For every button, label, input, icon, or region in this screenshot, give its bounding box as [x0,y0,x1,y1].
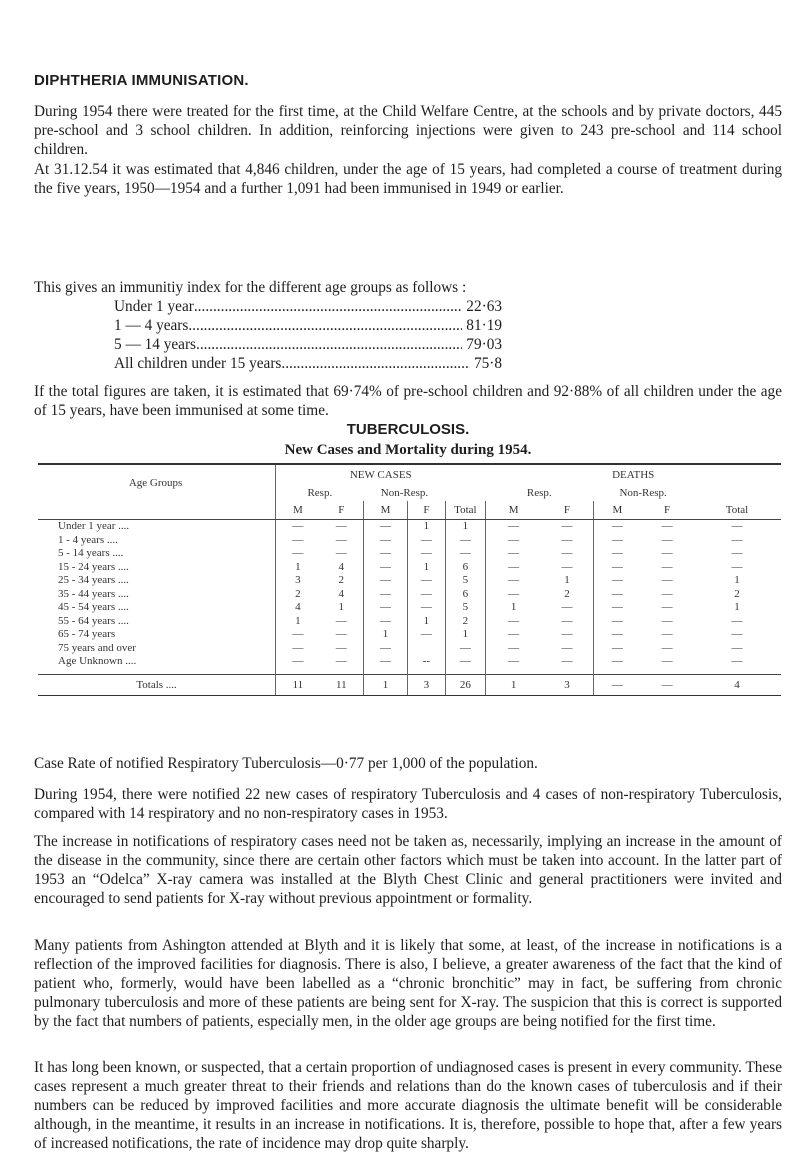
header-m: M [485,501,541,520]
paragraph-notified: During 1954, there were notified 22 new cases of respiratory Tuberculosis and 4 cases of non-respiratory Tuberculosis, compared with 14 respiratory and no non-respiratory cases in 1953. [34,786,782,822]
table-row: 15 - 24 years .... 1 4 — 1 6 — — — — — [58,560,743,573]
paragraph-treated: During 1954 there were treated for the first time, at the Child Welfare Centre, at the schools and by private doctors, 445 pre-school and 3 school children. In addition, reinforcing injections were given to 243 pre-school and 114 school children. [34,103,782,158]
paragraph-case-rate: Case Rate of notified Respiratory Tuberculosis—0·77 per 1,000 of the population. [34,755,538,772]
immunity-row: 5 — 14 years ..... 79·03 [114,335,502,354]
table-row: 55 - 64 years .... 1 — — 1 2 — — — — — [58,614,743,627]
table-row: Age Unknown .... — — — -- — — — — — — [58,655,743,668]
table-header-row [38,464,781,485]
tuberculosis-subheading: New Cases and Mortality during 1954. [284,442,532,458]
tuberculosis-table [38,463,781,696]
header-f: F [407,501,445,520]
header-m: M [364,501,408,520]
table-totals-row: Totals .... 11 11 1 3 26 1 3 — — 4 [38,675,781,696]
immunity-index-list [114,297,502,373]
header-new-nonresp: Non-Resp. [380,487,429,499]
section-heading-diphtheria: DIPHTHERIA IMMUNISATION. [34,72,249,89]
immunity-row: 1 — 4 years ..... 81·19 [114,316,502,335]
header-death-resp: Resp. [526,487,552,499]
header-f: F [541,501,593,520]
table-row: 65 - 74 years — — 1 — 1 — — — — — [58,628,743,641]
table-row: Under 1 year .... — — — 1 1 — — — — — [58,520,743,533]
header-m: M [276,501,320,520]
table-row: 5 - 14 years .... — — — — — — — — — — [58,547,743,560]
header-deaths: DEATHS [612,469,655,481]
table-row: 35 - 44 years .... 2 4 — — 6 — 2 — — 2 [58,587,740,600]
immunity-row: All children under 15 years ..... 75·8 [114,354,502,373]
header-total: Total [445,501,485,520]
header-total: Total [693,501,781,520]
paragraph-increase: The increase in notifications of respiratory cases need not be taken as, necessarily, implying an increase in the amount of the disease in the community, since there are certain other factors which must be taken into account. In the latter part of 1953 an “Odelca” X-ray camera was installed at the Blyth Chest Clinic and general practitioners were invited and encouraged to send patients for X-ray without previous appointment or formality. [34,833,782,907]
header-age-groups: Age Groups [128,477,183,489]
table-row: 1 - 4 years .... — — — — — — — — — — [58,533,743,546]
table-header-row [38,501,781,520]
header-m: M [593,501,641,520]
header-death-nonresp: Non-Resp. [619,487,667,499]
tuberculosis-heading: TUBERCULOSIS. [346,421,470,438]
paragraph-ashington: Many patients from Ashington attended at Blyth and it is likely that some, at least, of the increase in notifications is a reflection of the improved facilities for diagnosis. There is also, I believe, a greater awareness of the fact that the kind of patient who, formerly, would have been labelled as a “chronic bronchitic” may in fact, be suffering from chronic pulmonary tuberculosis and more of these patients are being sent for X-ray. The suspicion that this is correct is supported by the fact that numbers of patients, especially men, in the older age groups are being notified for the first time. [34,937,782,1030]
paragraph-estimated: At 31.12.54 it was estimated that 4,846 children, under the age of 15 years, had completed a course of treatment during the five years, 1950—1954 and a further 1,091 had been immunised in 1949 or earlier. [34,161,782,197]
table-row: 25 - 34 years .... 3 2 — — 5 — 1 — — 1 [58,574,740,587]
table-row: 75 years and over — — — — — — — — — [58,641,743,654]
table-row: 45 - 54 years .... 4 1 — — 5 1 — — — 1 [58,601,740,614]
header-f: F [641,501,693,520]
paragraph-total-figures: If the total figures are taken, it is estimated that 69·74% of pre-school children and 92·88% of all children under the age of 15 years, have been immunised at some time. [34,383,782,419]
header-f: F [320,501,364,520]
paragraph-undiagnosed: It has long been known, or suspected, that a certain proportion of undiagnosed cases is present in every community. These cases represent a much greater threat to their friends and relations than do the known cases of tuberculosis and if their numbers can be reduced by improved facilities and more accurate diagnosis the ultimate benefit will be considerable although, in the meantime, it results in an increase in notifications. It is, therefore, possible to hope that, after a few years of increased notifications, the rate of incidence may drop quite sharply. [34,1059,782,1152]
header-new-resp: Resp. [276,485,364,501]
header-new-cases: NEW CASES [276,464,486,485]
immunity-row: Under 1 year ..... 22·63 [114,297,502,316]
paragraph-index-intro: This gives an immunitiy index for the different age groups as follows : [34,279,467,296]
